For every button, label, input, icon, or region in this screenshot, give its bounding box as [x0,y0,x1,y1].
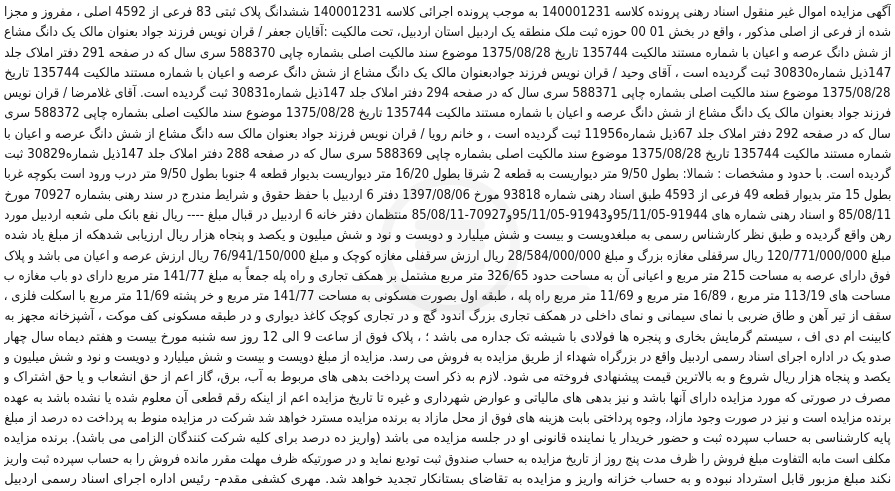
notice-line-text: 85/08/11 و اسناد رهنی شماره های 91944-95/11/05و91943-95/11/05و70927-85/08/11 منتظمان دفتر خانه 6 اردبیل در قبال مبلغ ---- ریال نفع بانک ملی شعبه اردبیل مورد [4,207,891,223]
signature-line [4,469,891,489]
notice-line [4,43,891,63]
notice-line-text: آگهی مزایده اموال غیر منقول اسناد رهنی پرونده کلاسه 140001231 به موجب پرونده اجرائی کلاسه 140001231 ششدانگ پلاک ثبتی 83 فرعی از 4592 اصلی ، مفروز و مجزا [4,5,891,20]
notice-line-text: نکند مبلغ مزبور قابل استرداد نبوده و به حساب خزانه واریز و مزایده به تقاضای بستانکار تجدید خواهد شد. مهری کشفی مقدم- رئیس اداره اجرای اسناد رسمی اردبیل [4,471,891,487]
notice-line [4,266,891,286]
notice-line [4,2,891,22]
notice-line-text: شده از فرعی از اصلی مذکور ، واقع در بخش 01 00 حوزه ثبت ملک منطقه یک اردبیل استان اردبیل، تحت مالکیت :آقایان جعفر / قران نویس فرزند جواد بعنوان مالک یک دانگ مشاع [4,25,891,41]
notice-line [4,347,891,367]
notice-line-text: کابینت ام دی اف ، سیستم گرمایش بخاری و پنجره ها فولادی با شیشه تک جداره می باشد ؛ ، پلاک فوق از ساعت 9 الی 12 روز سه شنبه مورخ بیست و هفتم دیماه سال چهار [4,329,891,345]
notice-line-text: بطول 15 متر بدیوار قطعه 49 فرعی از 4593 طبق اسناد رهنی شماره 93818 مورخ 1397/08/06 دفتر 6 اردبیل با حفظ حقوق و شرایط مندرج در سند رهنی بشماره 70927 مورخ [4,187,891,203]
notice-line-text: مبلغ 120/771/000/000 ریال سرقفلی مغازه بزرگ و مبلغ 28/584/000/000 ریال ارزش سرقفلی مغازه کوچک و مبلغ 76/941/150/000 ریال ارزش عرصه و اعیان می باشد و پلاک [4,248,891,264]
notice-line-text: 147ذیل شماره30830 ثبت گردیده است ، آقای وحید / قران نویس فرزند جوادبعنوان مالک یک دانگ مشاع از شش دانگ عرصه و اعیان با شماره مستند مالکیت 135744 تاریخ [4,65,891,81]
notice-line-text: 1375/08/28 موضوع سند مالکیت اصلی بشماره چاپی 588371 سری سال که در صفحه 294 دفتر املاک جلد 147ذیل شماره30831 ثبت گردیده است. آقای غلامرضا / قران نویس [4,86,891,102]
notice-line-text: یکصد و پنجاه هزار ریال شروع و به بالاترین قیمت پیشنهادی فروخته می شود. لازم به ذکر است پرداخت بدهی های مربوط به آب، برق، گاز اعم از حق انشعاب و یا حق اشتراک و [4,370,891,386]
notice-line [4,388,891,408]
notice-line [4,124,891,144]
notice-line-text: صدو یک در اداره اجرای اسناد رسمی اردبیل واقع در بزرگراه شهداء از طریق مزایده به فروش می رسد. مزایده از مبلغ دویست و بیست و شش میلیارد و دویست و نود و شش میلیون و [4,350,891,366]
notice-line [4,22,891,42]
notice-line-text: سقف از تیر آهن و طاق ضربی با نمای سیمانی و نمای داخلی در همکف تجاری بزرگ اندود گچ و در تجاری کوچک کاغذ دیواری و در طبقه مسکونی کف موکت ، آشپزخانه مجهز به [4,309,891,325]
notice-line-text: فرزند جواد بعنوان مالک یک دانگ مشاع از شش دانگ عرصه و اعیان با شماره مستند مالکیت 135744 تاریخ 1375/08/28 موضوع سند مالکیت اصلی بشماره چاپی 588372 سری [4,106,891,122]
notice-line [4,103,891,123]
notice-line-text: برنده مزایده است و نیز در صورت وجود مازاد، وجوه پرداختی بابت هزینه های فوق از محل مازاد به برنده مزایده مسترد خواهد شد شرکت در مزایده منوط به پرداخت ده درصد از مبلغ [4,410,891,426]
notice-line [4,449,891,469]
notice-line-text: رهن واقع گردیده و طبق نظر کارشناس رسمی به مبلغدویست و بیست و شش میلیارد و دویست و نود و شش میلیون و یکصد و پنجاه هزار ریال ارزیابی شدهکه از مبلغ یاد شده [4,228,891,244]
notice-line [4,164,891,184]
notice-line [4,306,891,326]
notice-line-text: مساحت های 113/19 متر مربع ، 16/89 متر مربع و 11/69 متر مربع راه پله ، طبقه اول بصورت مسکونی به مساحت 141/77 متر مربع و خر پشته 11/69 متر مربع با اسکلت فلزی ، [4,289,891,305]
notice-line-text: شماره مستند مالکیت 135744 تاریخ 1375/08/28 موضوع سند مالکیت اصلی بشماره چاپی 588369 سری سال که در صفحه 288 دفتر املاک جلد 147ذیل شماره30829 ثبت [4,147,891,163]
notice-line [4,286,891,306]
notice-line-text: فوق دارای عرصه به مساحت 215 متر مربع و اعیانی آن به مساحت حدود 326/65 متر مربع مشتمل بر همکف تجاری و راه پله جمعاً به مبلغ 141/77 متر مربع دارای دو باب مغازه ب [4,268,891,284]
notice-line-text: گردیده است. با حدود و مشخصات : شمالا: بطول 9/50 متر دیواریست به قطعه 2 شرقا بطول 16/20 متر دیواریست بدیوار قطعه 4 جنوبا بطول 9/50 متر درب ورود است بکوچه غربا [4,167,891,183]
notice-line [4,367,891,387]
notice-line [4,144,891,164]
notice-line-text: مصرف در صورتی که مورد مزایده دارای آنها باشد و نیز بدهی های مالیاتی و عوارض شهرداری و غیره تا تاریخ مزایده اعم از اینکه رقم قطعی آن معلوم شده یا نشده باشد به عهده [4,390,891,406]
notice-line [4,185,891,205]
notice-line-text: از شش دانگ عرصه و اعیان با شماره مستند مالکیت 135744 تاریخ 1375/08/28 موضوع سند مالکیت اصلی بشماره چاپی 588370 سری سال که در صفحه 291 دفتر املاک جلد [4,45,891,61]
notice-line [4,246,891,266]
notice-line [4,327,891,347]
notice-line [4,205,891,225]
notice-line-text: پایه کارشناسی به حساب سپرده ثبت و حضور خریدار یا نماینده قانونی او در جلسه مزایده می باشد (واریز ده درصد برای کلیه شرکت کنندگان الزامی می باشد). برنده مزایده [4,431,891,447]
notice-line [4,428,891,448]
notice-line [4,225,891,245]
notice-line [4,63,891,83]
notice-line [4,83,891,103]
notice-line-text: مکلف است مابه التفاوت مبلغ فروش را ظرف مدت پنج روز از تاریخ مزایده به حساب صندوق ثبت تودیع نماید و در صورتیکه ظرف مهلت مقرر مانده فروش را به حساب سپرده ثبت واریز [4,451,891,467]
notice-line [4,408,891,428]
notice-line-text: سال که در صفحه 292 دفتر املاک جلد 67ذیل شماره11956 ثبت گردیده است ، و خانم رویا / قران نویس فرزند جواد بعنوان مالک سه دانگ مشاع از شش دانگ عرصه و اعیان با [4,126,891,142]
